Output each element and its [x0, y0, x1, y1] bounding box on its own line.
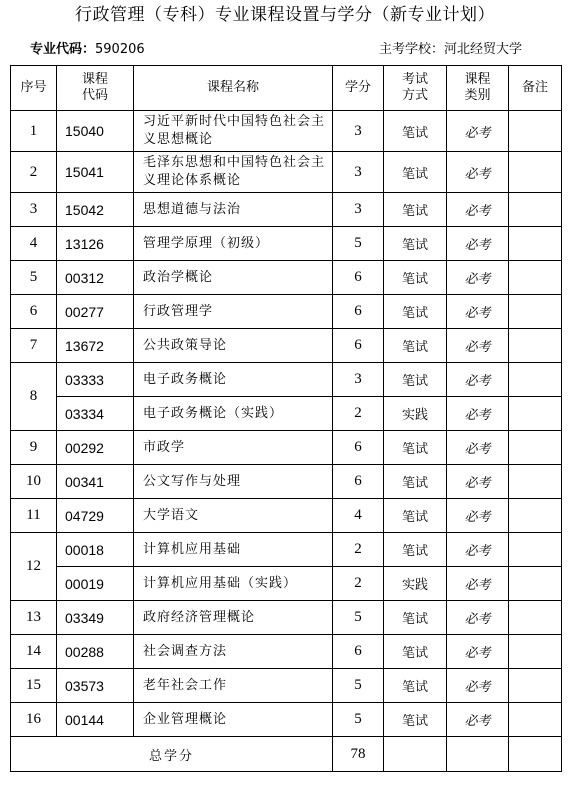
cell-code: 00312 — [57, 261, 134, 295]
cell-code: 04729 — [57, 499, 134, 533]
major-code — [30, 40, 145, 60]
cell-note — [509, 635, 562, 669]
cell-exam: 笔试 — [384, 363, 447, 397]
table-row — [11, 329, 562, 363]
cell-name: 政治学概论 — [134, 261, 333, 295]
cell-credit: 6 — [333, 329, 384, 363]
cell-credit: 6 — [333, 295, 384, 329]
cell-note — [509, 465, 562, 499]
header-type: 课程 类别 — [447, 66, 509, 111]
cell-credit: 3 — [333, 152, 384, 193]
cell-type: 必考 — [447, 227, 509, 261]
table-header-row — [11, 66, 562, 111]
cell-type: 必考 — [447, 499, 509, 533]
cell-name: 大学语文 — [134, 499, 333, 533]
cell-seq: 1 — [11, 111, 57, 152]
table-row — [11, 152, 562, 193]
cell-seq: 5 — [11, 261, 57, 295]
table-row — [11, 193, 562, 227]
cell-exam: 笔试 — [384, 227, 447, 261]
cell-exam: 笔试 — [384, 601, 447, 635]
table-row — [11, 431, 562, 465]
cell-code: 15040 — [57, 111, 134, 152]
cell-note — [509, 363, 562, 397]
cell-seq: 8 — [11, 363, 57, 431]
table-row — [11, 363, 562, 397]
cell-seq: 11 — [11, 499, 57, 533]
table-row — [11, 397, 562, 431]
cell-code: 00144 — [57, 703, 134, 737]
school-value: 河北经贸大学 — [443, 42, 522, 57]
cell-note — [509, 227, 562, 261]
cell-exam: 笔试 — [384, 261, 447, 295]
cell-credit: 5 — [333, 227, 384, 261]
table-row — [11, 567, 562, 601]
cell-exam: 笔试 — [384, 635, 447, 669]
cell-credit: 2 — [333, 533, 384, 567]
cell-type: 必考 — [447, 465, 509, 499]
cell-code: 13126 — [57, 227, 134, 261]
table-row — [11, 465, 562, 499]
cell-code: 00341 — [57, 465, 134, 499]
cell-type: 必考 — [447, 431, 509, 465]
cell-type: 必考 — [447, 635, 509, 669]
table-row — [11, 669, 562, 703]
cell-type: 必考 — [447, 152, 509, 193]
cell-name: 市政学 — [134, 431, 333, 465]
cell-name: 管理学原理（初级） — [134, 227, 333, 261]
cell-type: 必考 — [447, 261, 509, 295]
cell-seq: 14 — [11, 635, 57, 669]
cell-exam: 笔试 — [384, 499, 447, 533]
cell-credit: 6 — [333, 261, 384, 295]
cell-credit: 5 — [333, 601, 384, 635]
cell-name: 政府经济管理概论 — [134, 601, 333, 635]
course-table — [10, 65, 562, 772]
cell-credit: 3 — [333, 111, 384, 152]
cell-type: 必考 — [447, 397, 509, 431]
cell-code: 00018 — [57, 533, 134, 567]
total-label: 总学分 — [11, 737, 333, 772]
cell-seq: 9 — [11, 431, 57, 465]
cell-exam: 笔试 — [384, 465, 447, 499]
header-seq: 序号 — [11, 66, 57, 111]
cell-credit: 3 — [333, 193, 384, 227]
cell-name: 计算机应用基础（实践） — [134, 567, 333, 601]
cell-exam: 笔试 — [384, 193, 447, 227]
table-row — [11, 227, 562, 261]
cell-note — [509, 295, 562, 329]
cell-seq: 6 — [11, 295, 57, 329]
cell-seq: 2 — [11, 152, 57, 193]
cell-note — [509, 193, 562, 227]
cell-seq: 12 — [11, 533, 57, 601]
cell-code: 00019 — [57, 567, 134, 601]
cell-exam: 笔试 — [384, 152, 447, 193]
page-title: 行政管理（专科）专业课程设置与学分（新专业计划） — [75, 5, 495, 25]
cell-note — [509, 669, 562, 703]
cell-credit: 6 — [333, 431, 384, 465]
cell-credit: 5 — [333, 669, 384, 703]
header-name: 课程名称 — [134, 66, 333, 111]
cell-empty — [447, 737, 509, 772]
cell-credit: 2 — [333, 397, 384, 431]
cell-name: 公共政策导论 — [134, 329, 333, 363]
cell-code: 00292 — [57, 431, 134, 465]
cell-code: 00288 — [57, 635, 134, 669]
cell-note — [509, 152, 562, 193]
table-row — [11, 295, 562, 329]
cell-code: 13672 — [57, 329, 134, 363]
cell-seq: 3 — [11, 193, 57, 227]
header-note: 备注 — [509, 66, 562, 111]
cell-exam: 笔试 — [384, 431, 447, 465]
table-row — [11, 533, 562, 567]
cell-code: 03333 — [57, 363, 134, 397]
cell-credit: 2 — [333, 567, 384, 601]
cell-name: 毛泽东思想和中国特色社会主义理论体系概论 — [134, 152, 333, 193]
table-row — [11, 499, 562, 533]
cell-note — [509, 567, 562, 601]
total-row — [11, 737, 562, 772]
cell-name: 企业管理概论 — [134, 703, 333, 737]
header-credit: 学分 — [333, 66, 384, 111]
cell-name: 公文写作与处理 — [134, 465, 333, 499]
cell-seq: 4 — [11, 227, 57, 261]
cell-type: 必考 — [447, 193, 509, 227]
cell-type: 必考 — [447, 329, 509, 363]
cell-note — [509, 601, 562, 635]
cell-type: 必考 — [447, 601, 509, 635]
table-row — [11, 635, 562, 669]
cell-code: 03573 — [57, 669, 134, 703]
cell-name: 老年社会工作 — [134, 669, 333, 703]
cell-exam: 笔试 — [384, 533, 447, 567]
cell-exam: 实践 — [384, 397, 447, 431]
cell-exam: 笔试 — [384, 295, 447, 329]
table-row — [11, 261, 562, 295]
cell-name: 行政管理学 — [134, 295, 333, 329]
cell-note — [509, 111, 562, 152]
cell-seq: 10 — [11, 465, 57, 499]
cell-seq: 15 — [11, 669, 57, 703]
cell-note — [509, 499, 562, 533]
cell-name: 计算机应用基础 — [134, 533, 333, 567]
cell-credit: 3 — [333, 363, 384, 397]
cell-name: 思想道德与法治 — [134, 193, 333, 227]
cell-note — [509, 397, 562, 431]
cell-name: 社会调查方法 — [134, 635, 333, 669]
cell-credit: 6 — [333, 635, 384, 669]
cell-code: 00277 — [57, 295, 134, 329]
cell-type: 必考 — [447, 567, 509, 601]
cell-note — [509, 533, 562, 567]
table-row — [11, 111, 562, 152]
cell-type: 必考 — [447, 669, 509, 703]
cell-credit: 4 — [333, 499, 384, 533]
cell-seq: 16 — [11, 703, 57, 737]
cell-type: 必考 — [447, 295, 509, 329]
cell-note — [509, 431, 562, 465]
cell-exam: 笔试 — [384, 703, 447, 737]
cell-name: 习近平新时代中国特色社会主义思想概论 — [134, 111, 333, 152]
table-row — [11, 601, 562, 635]
cell-type: 必考 — [447, 703, 509, 737]
cell-exam: 笔试 — [384, 669, 447, 703]
cell-type: 必考 — [447, 363, 509, 397]
cell-note — [509, 261, 562, 295]
cell-code: 15041 — [57, 152, 134, 193]
cell-exam: 笔试 — [384, 329, 447, 363]
cell-seq: 13 — [11, 601, 57, 635]
cell-note — [509, 703, 562, 737]
cell-code: 03334 — [57, 397, 134, 431]
cell-exam: 笔试 — [384, 111, 447, 152]
cell-code: 15042 — [57, 193, 134, 227]
cell-type: 必考 — [447, 111, 509, 152]
major-code-value: 590206 — [95, 42, 145, 57]
cell-code: 03349 — [57, 601, 134, 635]
cell-seq: 7 — [11, 329, 57, 363]
cell-note — [509, 329, 562, 363]
total-credit: 78 — [333, 737, 384, 772]
host-school — [379, 40, 522, 60]
cell-name: 电子政务概论（实践） — [134, 397, 333, 431]
cell-exam: 实践 — [384, 567, 447, 601]
cell-empty — [509, 737, 562, 772]
cell-name: 电子政务概论 — [134, 363, 333, 397]
header-exam: 考试 方式 — [384, 66, 447, 111]
cell-credit: 6 — [333, 465, 384, 499]
table-row — [11, 703, 562, 737]
school-label: 主考学校： — [378, 42, 444, 57]
major-code-label: 专业代码： — [30, 42, 96, 57]
cell-empty — [384, 737, 447, 772]
cell-credit: 5 — [333, 703, 384, 737]
cell-type: 必考 — [447, 533, 509, 567]
header-code: 课程 代码 — [57, 66, 134, 111]
